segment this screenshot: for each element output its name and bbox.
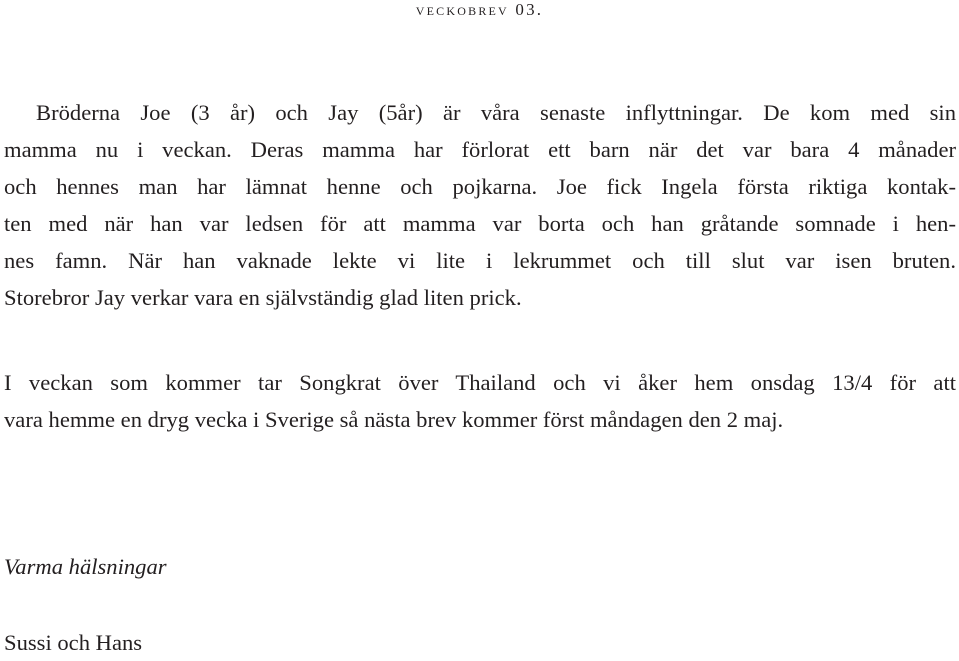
page-header [0, 0, 959, 20]
closing-signature: Sussi och Hans [4, 630, 143, 655]
header-title: veckobrev 03. [415, 0, 544, 19]
paragraph-1-line: nes famn. När han vaknade lekte vi lite i lekrummet och till slut var isen bruten. [4, 248, 956, 273]
paragraph-1-line: Bröderna Joe (3 år) och Jay (5år) är våra senaste inflyttningar. De kom med sin [36, 100, 956, 125]
paragraph-2-line: vara hemme en dryg vecka i Sverige så nästa brev kommer först måndagen den 2 maj. [4, 407, 784, 432]
paragraph-1 [4, 94, 956, 316]
paragraph-1-line: och hennes man har lämnat henne och pojkarna. Joe fick Ingela första riktiga kontak- [4, 174, 956, 199]
paragraph-2-line: I veckan som kommer tar Songkrat över Thailand och vi åker hem onsdag 13/4 för att [4, 370, 956, 395]
paragraph-2 [4, 364, 956, 438]
paragraph-1-line: ten med när han var ledsen för att mamma var borta och han gråtande somnade i hen- [4, 211, 956, 236]
paragraph-1-line: Storebror Jay verkar vara en självständig glad liten prick. [4, 285, 522, 310]
paragraph-1-line: mamma nu i veckan. Deras mamma har förlorat ett barn när det var bara 4 månader [4, 137, 956, 162]
closing-greeting: Varma hälsningar [4, 554, 167, 579]
